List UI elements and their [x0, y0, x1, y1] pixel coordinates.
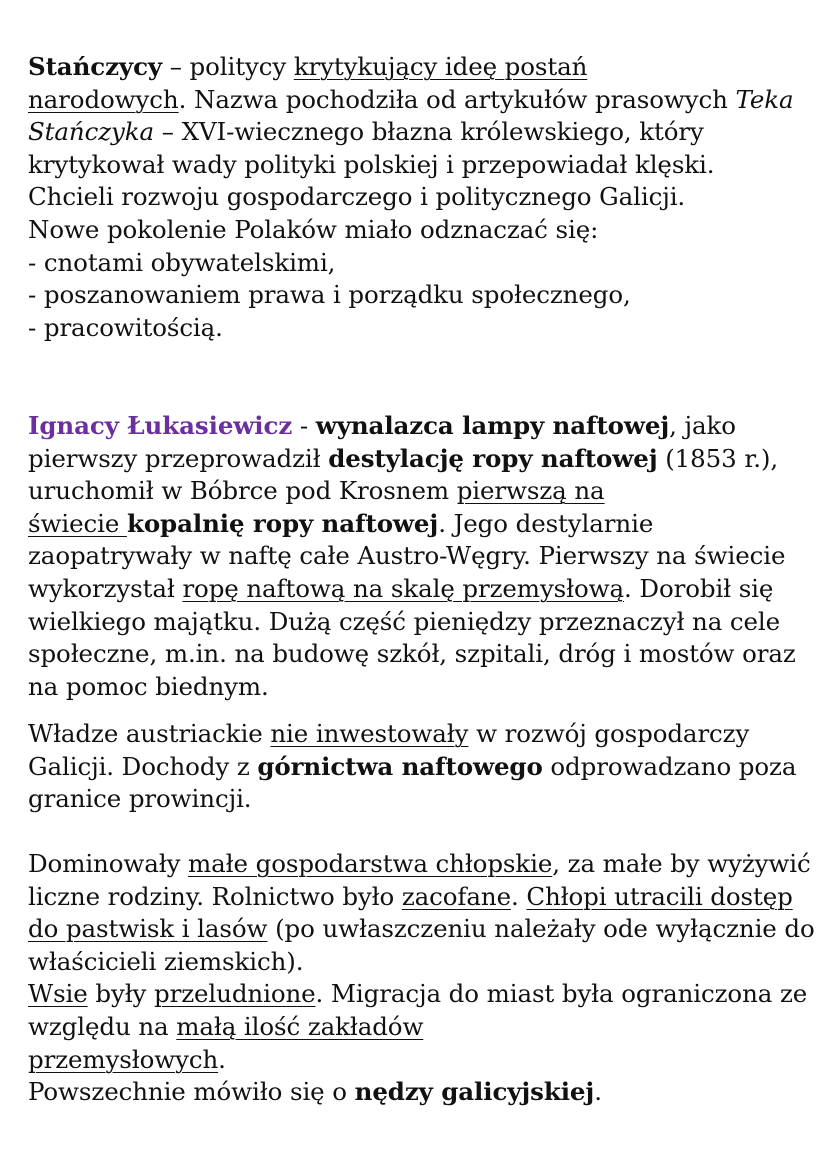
bold-term-nedza: nędzy galicyjskiej [354, 1077, 595, 1107]
person-name: Ignacy Łukasiewicz [28, 411, 293, 440]
paragraph-stanczycy: Stańczycy – politycy krytykujący ideę postań narodowych. Nazwa pochodziła od artykułów prasowych Teka Stańczyka – XVI-wiecznego błazna królewskiego, który krytykował wady polityki polskiej i przepowiadał klęski. Chcieli rozwoju gospodarczego i politycznego Galicji. Nowe pokolenie Polaków miało odznaczać się: - cnotami obywatelskimi, - poszanowaniem prawa i porządku społecznego, - pracowitością. [28, 52, 794, 342]
line-generation: Nowe pokolenie Polaków miało odznaczać się: [28, 214, 599, 244]
paragraph-austria: Władze austriackie nie inwestowały w rozwój gospodarczy Galicji. Dochody z górnictwa naftowego odprowadzano poza granice prowincji. [28, 719, 797, 814]
bullet-item: - poszanowaniem prawa i porządku społecznego, [28, 280, 631, 310]
paragraph-lukasiewicz: Ignacy Łukasiewicz - wynalazca lampy naftowej, jako pierwszy przeprowadził destylację ropy naftowej (1853 r.), uruchomił w Bóbrce pod Krosnem pierwszą na świecie kopalnię ropy naftowej. Jego destylarnie zaopatrywały w naftę całe Austro-Węgry. Pierwszy na świecie wykorzystał ropę naftową na skalę przemysłową. Dorobił się wielkiego majątku. Dużą część pieniędzy przeznaczył na cele społeczne, m.in. na budowę szkół, szpitali, dróg i mostów oraz na pomoc biednym. [28, 411, 796, 701]
line-goals: Chcieli rozwoju gospodarczego i politycznego Galicji. [28, 182, 686, 212]
bullet-item: - pracowitością. [28, 312, 223, 342]
paragraph-villages: Dominowały małe gospodarstwa chłopskie, za małe by wyżywić liczne rodziny. Rolnictwo było zacofane. Chłopi utracili dostęp do pastwisk i lasów (po uwłaszczeniu należały ode wyłącznie do właścicieli ziemskich). Wsie były przeludnione. Migracja do miast była ograniczona ze względu na małą ilość zakładów przemysłowych. Powszechnie mówiło się o nędzy galicyjskiej. [28, 849, 815, 1107]
term-stanczycy: Stańczycy [28, 52, 163, 81]
bullet-item: - cnotami obywatelskimi, [28, 247, 336, 277]
italic-title: Teka Stańczyka [28, 84, 794, 147]
